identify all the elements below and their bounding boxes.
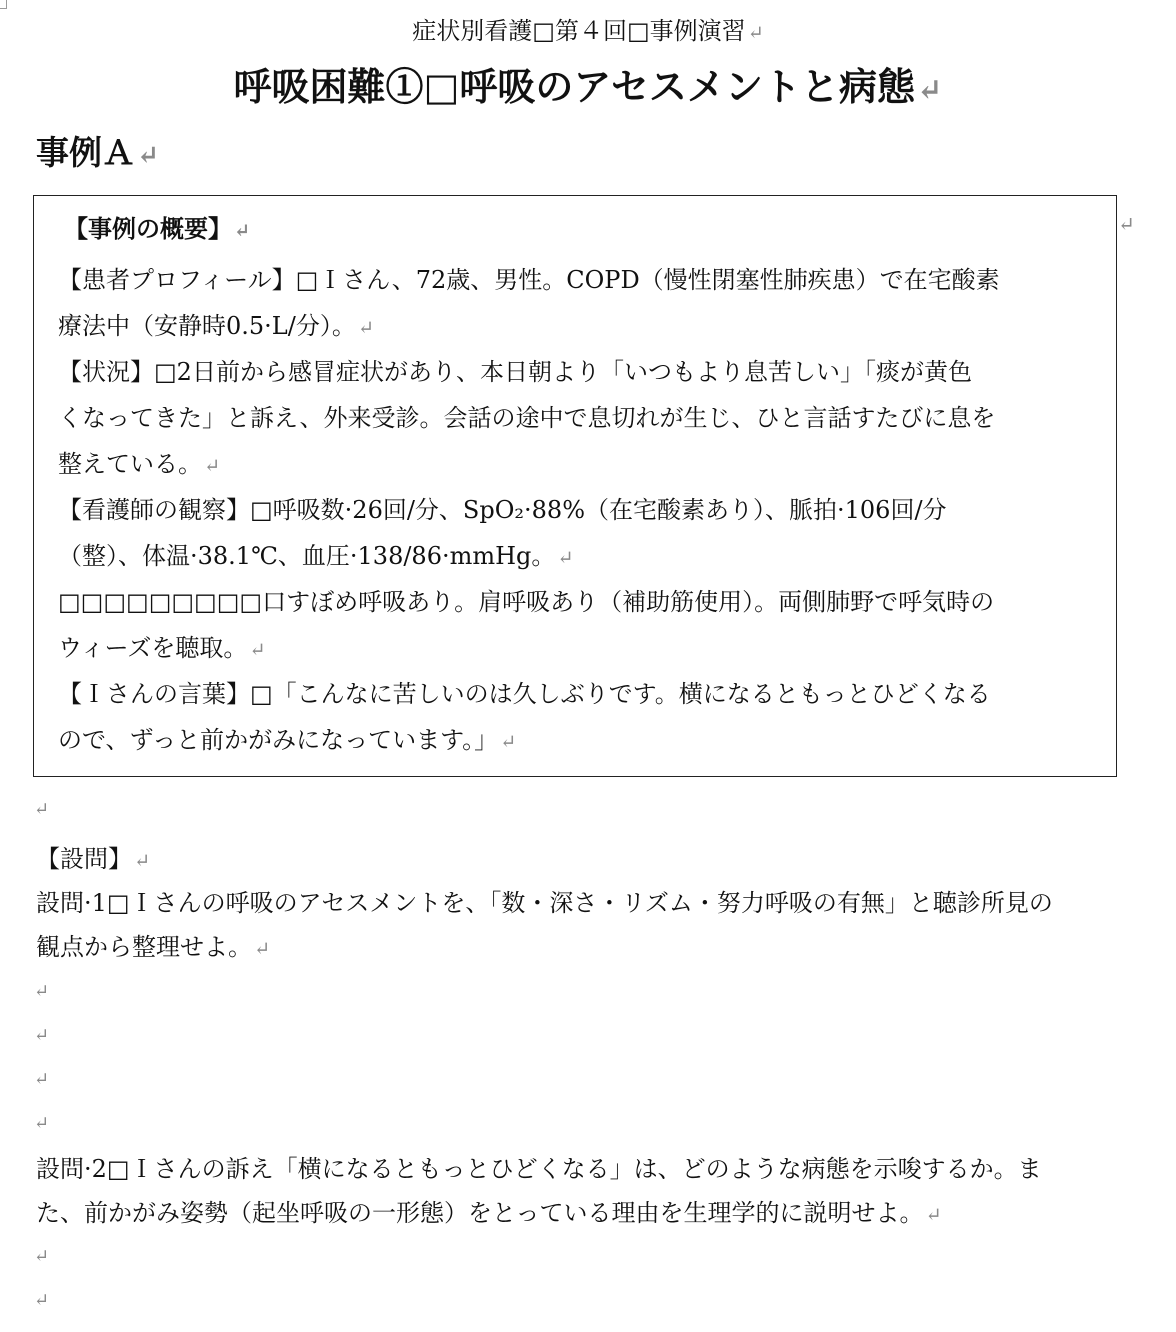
- empty-paragraph: ↵: [34, 1025, 50, 1046]
- paragraph-mark: ↵: [234, 219, 251, 242]
- case-line: 整えている。 ↵: [58, 450, 221, 478]
- paragraph-mark: ↵: [747, 21, 764, 44]
- paragraph-mark: ↵: [254, 937, 271, 960]
- paragraph-mark: ↵: [137, 140, 160, 171]
- question-1-line: 観点から整理せよ。 ↵: [36, 933, 271, 961]
- page-corner-mark: [0, 0, 7, 9]
- questions-heading: 【設問】 ↵: [36, 845, 151, 873]
- question-1-line: 設問·1□Ｉさんの呼吸のアセスメントを、「数・深さ・リズム・努力呼吸の有無」と聴診所見の: [36, 889, 1053, 917]
- document-subtitle: [0, 14, 1176, 50]
- paragraph-mark: ↵: [204, 454, 221, 477]
- paragraph-mark: ↵: [1118, 212, 1135, 236]
- case-line: 療法中（安静時0.5·L/分）。 ↵: [58, 312, 374, 340]
- paragraph-mark: ↵: [500, 730, 517, 753]
- paragraph-mark: ↵: [917, 72, 943, 108]
- document-title: [0, 60, 1176, 117]
- empty-paragraph: ↵: [34, 1069, 50, 1090]
- paragraph-mark: ↵: [357, 316, 374, 339]
- empty-paragraph: ↵: [34, 1246, 50, 1267]
- empty-paragraph: ↵: [34, 981, 50, 1002]
- case-heading: [36, 130, 159, 179]
- case-summary-box: [33, 195, 1117, 777]
- question-2-line: 設問·2□Ｉさんの訴え「横になるともっとひどくなる」は、どのような病態を示唆するか。ま: [36, 1155, 1042, 1183]
- case-line: 【状況】□2日前から感冒症状があり、本日朝より「いつもより息苦しい」「痰が黄色: [58, 358, 972, 386]
- title-text: 呼吸困難①□呼吸のアセスメントと病態: [233, 64, 916, 109]
- case-line: 【Ｉさんの言葉】□「こんなに苦しいのは久しぶりです。横になるともっとひどくなる: [58, 680, 991, 708]
- empty-paragraph: ↵: [34, 1113, 50, 1134]
- case-line: □□□□□□□□□口すぼめ呼吸あり。肩呼吸あり（補助筋使用）。両側肺野で呼気時の: [58, 588, 995, 616]
- paragraph-mark: ↵: [249, 638, 266, 661]
- case-line: 【患者プロフィール】□Ｉさん、72歳、男性。COPD（慢性閉塞性肺疾患）で在宅酸素: [58, 266, 1000, 294]
- case-box-title: 【事例の概要】 ↵: [64, 214, 251, 243]
- paragraph-mark: ↵: [557, 546, 574, 569]
- question-2-line: た、前かがみ姿勢（起坐呼吸の一形態）をとっている理由を生理学的に説明せよ。 ↵: [36, 1199, 942, 1227]
- case-line: 【看護師の観察】□呼吸数·26回/分、SpO₂·88%（在宅酸素あり）、脈拍·106回/分: [58, 496, 947, 524]
- paragraph-mark: ↵: [925, 1203, 942, 1226]
- case-line: ので、ずっと前かがみになっています。」 ↵: [58, 726, 517, 754]
- empty-paragraph: ↵: [34, 799, 50, 820]
- case-line: ウィーズを聴取。 ↵: [58, 634, 266, 662]
- case-line: くなってきた」と訴え、外来受診。会話の途中で息切れが生じ、ひと言話すたびに息を: [58, 404, 996, 432]
- case-heading-text: 事例Ａ: [36, 133, 135, 172]
- subtitle-text: 症状別看護□第４回□事例演習: [412, 17, 746, 45]
- case-line: （整）、体温·38.1℃、血圧·138/86·mmHg。 ↵: [58, 542, 574, 570]
- paragraph-mark: ↵: [134, 849, 151, 872]
- empty-paragraph: ↵: [34, 1290, 50, 1311]
